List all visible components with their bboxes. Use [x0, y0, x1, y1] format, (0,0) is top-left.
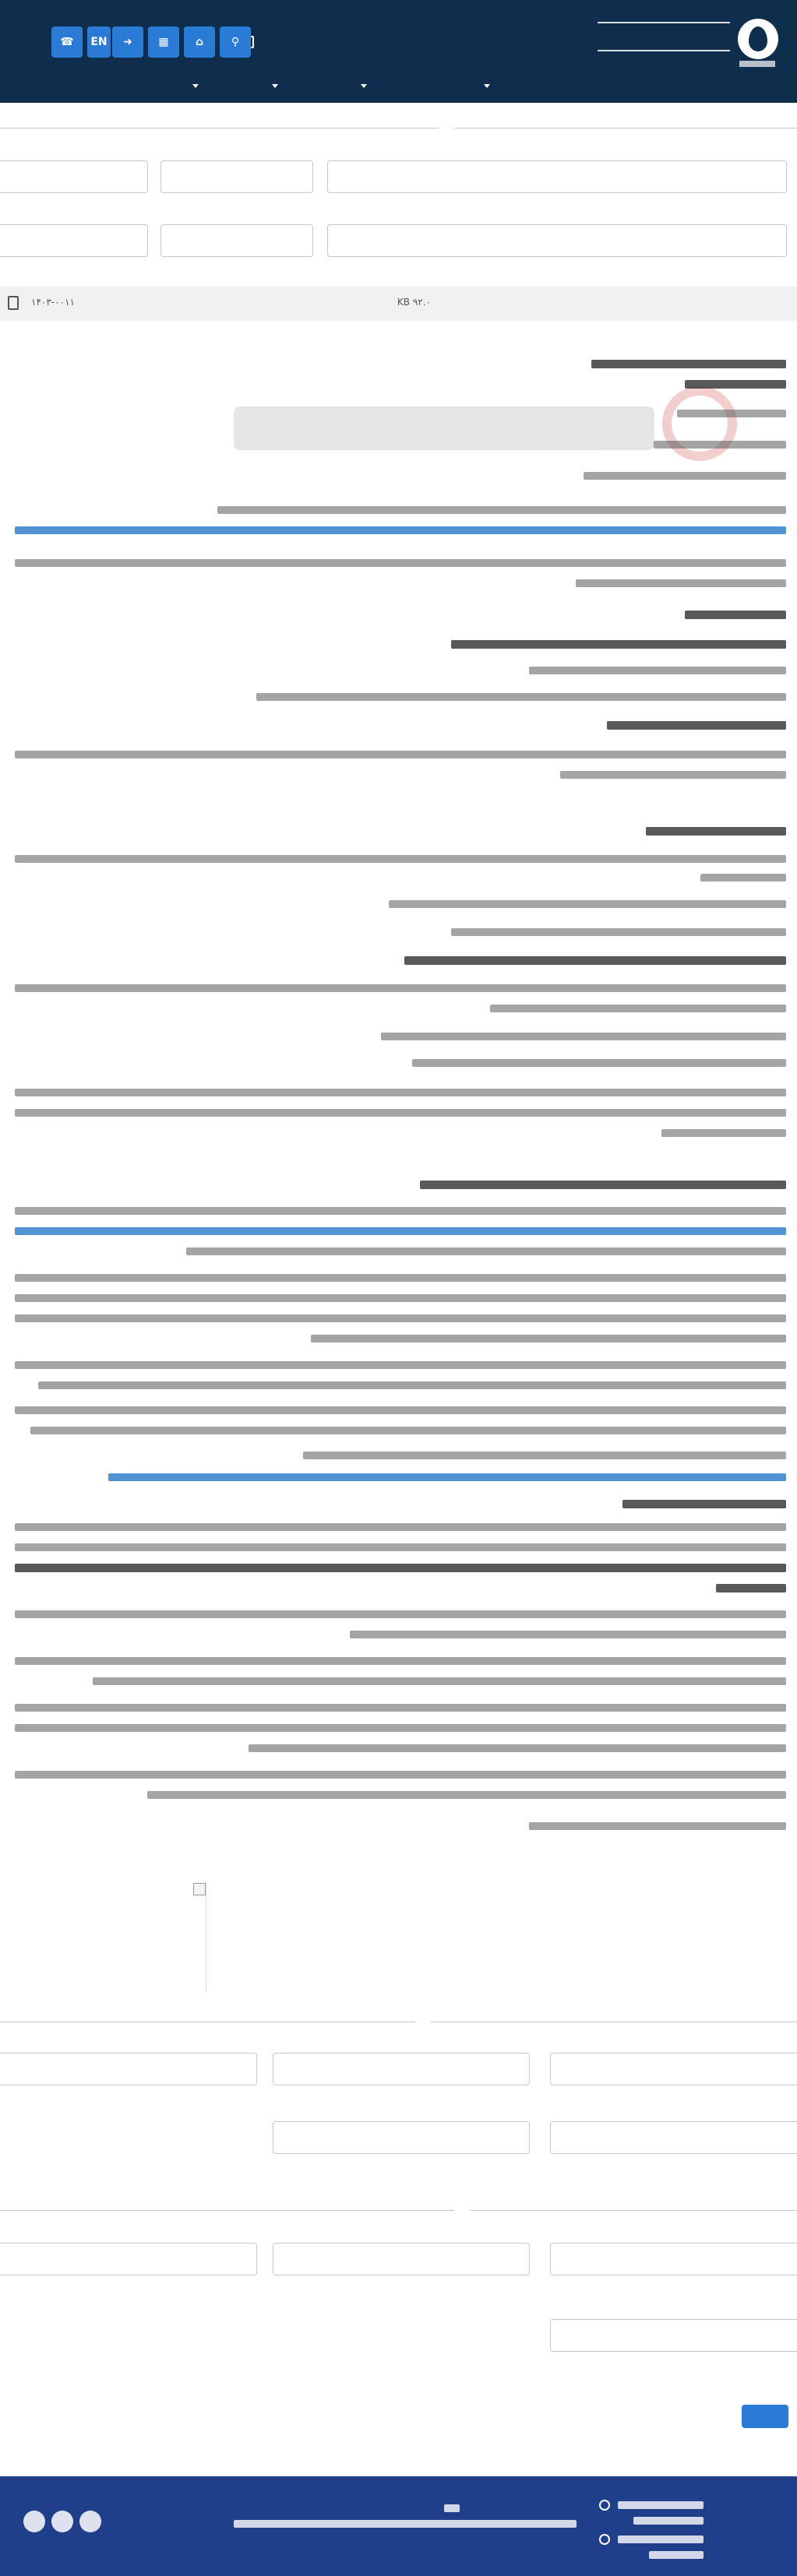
section-title: [454, 2202, 470, 2218]
language-button[interactable]: EN: [87, 26, 111, 58]
back-button[interactable]: [742, 2405, 788, 2428]
text-line: [654, 441, 786, 449]
text-line: [389, 900, 786, 908]
instagram-icon[interactable]: [23, 2511, 45, 2532]
file-code: ۱۴۰۳-۰۰۱۱: [31, 297, 75, 308]
field-label-bid-opening-minutes: [626, 2229, 781, 2243]
section-divider: [0, 2210, 797, 2211]
print-link[interactable]: [753, 2433, 785, 2445]
telegram-icon[interactable]: [51, 2511, 73, 2532]
text-line: [677, 410, 786, 417]
text-line: [15, 1227, 786, 1235]
field-start-date: [550, 2053, 797, 2085]
text-line: [451, 928, 786, 936]
text-line: [576, 579, 786, 587]
text-line: [15, 1109, 786, 1117]
sitemap-icon: ▦: [158, 36, 169, 48]
text-line: [15, 1724, 786, 1732]
text-line: [15, 1523, 786, 1531]
text-line: [38, 1381, 786, 1389]
description-label: [704, 1917, 781, 1931]
search-icon: ⚲: [231, 36, 240, 48]
text-line: [15, 1564, 786, 1572]
text-line: [716, 1584, 786, 1592]
text-line: [661, 1129, 786, 1137]
text-line: [15, 1771, 786, 1779]
visitors-value: [649, 2551, 704, 2559]
text-line: [607, 721, 786, 730]
text-line: [381, 1033, 786, 1040]
field-bid-opening-minutes: [550, 2243, 797, 2275]
text-line: [451, 640, 786, 649]
text-line: [685, 380, 786, 389]
visitors-stat: [618, 2536, 704, 2543]
text-line: [15, 1089, 786, 1096]
text-line: [93, 1677, 786, 1685]
text-line: [529, 667, 786, 674]
field-label-start-date: [688, 2039, 781, 2053]
laws-section-header: [0, 2012, 797, 2031]
aparat-icon[interactable]: [79, 2511, 101, 2532]
text-line: [217, 506, 786, 514]
text-line: [15, 1406, 786, 1414]
text-line: [15, 526, 786, 534]
text-line: [700, 874, 786, 882]
users-icon: [599, 2534, 610, 2545]
text-line: [147, 1791, 786, 1799]
text-line: [186, 1248, 786, 1255]
field-winner-minutes: [273, 2243, 530, 2275]
field-label-review-date: [665, 2107, 781, 2121]
text-line: [529, 1822, 786, 1830]
clock-icon: [599, 2500, 610, 2511]
login-icon: ➜: [123, 36, 132, 48]
phone-icon: ☎: [60, 36, 74, 48]
field-review-date: [550, 2121, 797, 2154]
text-line: [15, 1274, 786, 1282]
footer-links-row[interactable]: [411, 2451, 785, 2464]
field-label-winner-minutes: [415, 2229, 532, 2243]
text-line: [412, 1059, 786, 1067]
announcement-body: [7, 0, 786, 1869]
text-line: [490, 1005, 786, 1012]
text-line: [560, 771, 786, 779]
text-line: [622, 1500, 786, 1508]
text-line: [15, 1543, 786, 1551]
text-line: [15, 1314, 786, 1322]
last-update-value: [633, 2517, 704, 2525]
text-line: [15, 1704, 786, 1712]
text-line: [404, 956, 786, 965]
text-line: [15, 1657, 786, 1665]
last-update-stat: [618, 2501, 704, 2509]
text-line: [420, 1181, 786, 1189]
field-result-minutes: [0, 2243, 257, 2275]
field-label-bid-deadline: [119, 2039, 259, 2053]
text-line: [249, 1744, 786, 1752]
field-bids-count: [550, 2319, 797, 2352]
text-line: [30, 1427, 786, 1434]
footer-copyright-text: [234, 2520, 577, 2528]
broken-image-icon: [193, 1883, 206, 1895]
text-line: [15, 984, 786, 992]
text-line: [646, 827, 786, 836]
field-label-expiry-date: [439, 2107, 532, 2121]
section-title: [415, 2014, 431, 2029]
text-line: [350, 1631, 786, 1638]
file-size: KB ۹۲.۰: [397, 297, 431, 308]
text-line: [15, 855, 786, 863]
text-line: [591, 360, 786, 368]
text-line: [15, 751, 786, 758]
field-expiry-date: [273, 2121, 530, 2154]
field-doc-deadline: [273, 2053, 530, 2085]
text-line: [15, 1361, 786, 1369]
text-line: [584, 472, 786, 480]
home-icon: ⌂: [195, 36, 204, 48]
copyright-symbol: [444, 2504, 460, 2512]
text-line: [311, 1335, 786, 1343]
site-footer: [0, 2476, 797, 2576]
text-line: [685, 611, 786, 619]
field-bid-deadline: [0, 2053, 257, 2085]
text-line: [256, 693, 786, 701]
field-label-doc-deadline: [415, 2039, 532, 2053]
minutes-section-header: [0, 2201, 797, 2219]
text-line: [15, 1610, 786, 1618]
text-line: [15, 1294, 786, 1302]
text-line: [15, 1207, 786, 1215]
field-label-bids-count: [641, 2305, 781, 2319]
text-line: [108, 1473, 786, 1481]
text-line: [303, 1452, 786, 1459]
field-label-result-minutes: [104, 2229, 259, 2243]
text-line: [15, 559, 786, 567]
